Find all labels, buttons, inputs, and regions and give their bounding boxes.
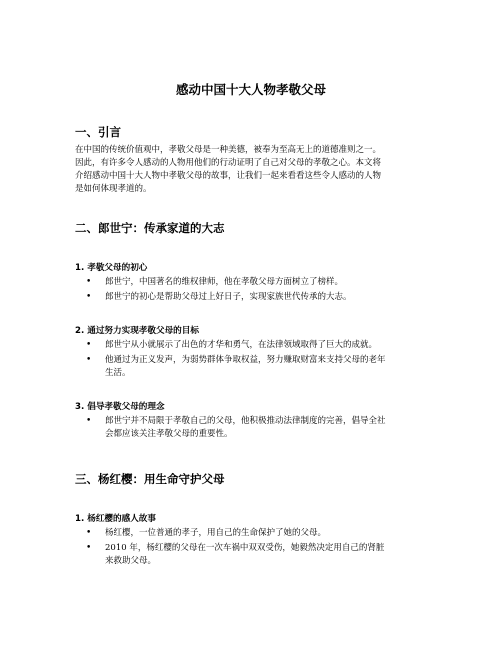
list-item [86, 527, 431, 540]
list-item [86, 276, 431, 289]
list-item-text: 2010 年，杨红樱的父母在一次车祸中双双受伤，她毅然决定用自己的肾脏 [105, 543, 385, 553]
paragraph-line: 介绍感动中国十大人物中孝敬父母的故事，让我们一起来看看这些令人感动的人物 [75, 171, 382, 181]
bullet-icon: • [86, 543, 92, 553]
document-title: 感动中国十大人物孝敬父母 [175, 82, 326, 97]
list-item [86, 354, 431, 380]
bullet-icon: • [86, 277, 92, 287]
bullet-icon: • [86, 340, 92, 350]
bullet-icon: • [86, 528, 92, 538]
introduction-paragraph [75, 144, 435, 196]
bullet-icon: • [86, 416, 92, 426]
list-item-text: 郎世宁，中国著名的维权律师，他在孝敬父母方面树立了榜样。 [105, 277, 344, 287]
subsection-heading: 2. 通过努力实现孝敬父母的目标 [75, 326, 199, 336]
list-item [86, 415, 431, 441]
section-heading-yang-hongying: 三、杨红樱：用生命守护父母 [75, 472, 225, 486]
list-item-text: 郎世宁的初心是帮助父母过上好日子，实现家族世代传承的大志。 [105, 292, 352, 302]
section-heading-lang-shining: 二、郎世宁：传承家道的大志 [75, 221, 225, 235]
paragraph-line: 在中国的传统价值观中，孝敬父母是一种美德，被奉为至高无上的道德准则之一。 [75, 145, 382, 155]
list-item [86, 291, 431, 304]
subsection-heading: 1. 杨红樱的感人故事 [75, 514, 156, 524]
list-item-text: 郎世宁从小就展示了出色的才华和勇气，在法律领域取得了巨大的成就。 [105, 340, 378, 350]
list-item-text: 会都应该关注孝敬父母的重要性。 [105, 429, 233, 439]
list-item-text: 郎世宁并不局限于孝敬自己的父母，他积极推动法律制度的完善，倡导全社 [105, 416, 386, 426]
list-item-text: 杨红樱，一位普通的孝子，用自己的生命保护了她的父母。 [105, 528, 327, 538]
list-item-text: 他通过为正义发声，为弱势群体争取权益，努力赚取财富来支持父母的老年 [105, 355, 386, 365]
bullet-icon: • [86, 355, 92, 365]
list-item [86, 542, 431, 568]
list-item-text: 来救助父母。 [105, 556, 157, 566]
paragraph-line: 因此，有许多令人感动的人物用他们的行动证明了自己对父母的孝敬之心。本文将 [75, 158, 382, 168]
list-item [86, 339, 431, 352]
bullet-icon: • [86, 292, 92, 302]
list-item-text: 生活。 [105, 368, 131, 378]
section-heading-introduction: 一、引言 [75, 125, 121, 139]
paragraph-line: 是如何体现孝道的。 [75, 184, 152, 194]
subsection-heading: 1. 孝敬父母的初心 [75, 263, 148, 273]
subsection-heading: 3. 倡导孝敬父母的理念 [75, 402, 165, 412]
